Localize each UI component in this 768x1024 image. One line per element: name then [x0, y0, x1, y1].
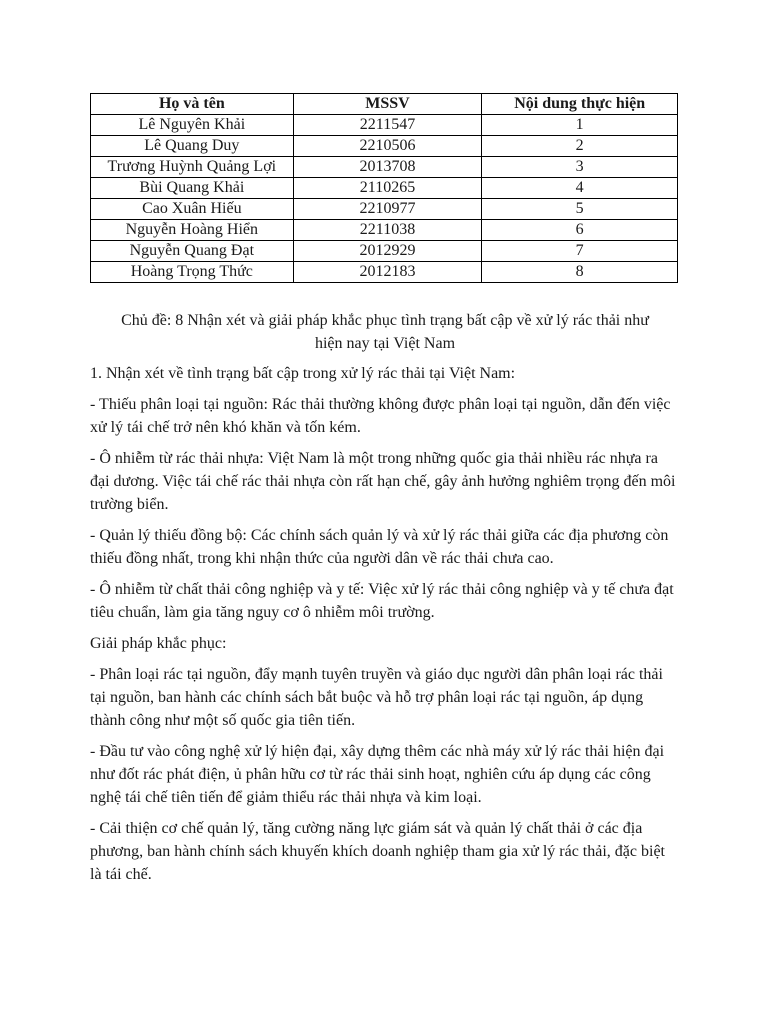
cell-name: Trương Huỳnh Quảng Lợi — [91, 157, 294, 178]
table-row — [91, 178, 678, 199]
table-row — [91, 262, 678, 283]
table-row — [91, 199, 678, 220]
cell-student-id: 2210977 — [293, 199, 482, 220]
cell-task: 2 — [482, 136, 678, 157]
paragraph-management: - Quản lý thiếu đồng bộ: Các chính sách quản lý và xử lý rác thải giữa các địa phương còn thiếu đồng nhất, trong khi nhận thức của người dân về rác thải chưa cao. — [90, 527, 669, 567]
topic-line-1: Chủ đề: 8 Nhận xét và giải pháp khắc phục tình trạng bất cập về xử lý rác thải như — [121, 312, 649, 329]
cell-name: Nguyễn Hoàng Hiển — [91, 220, 294, 241]
section-heading-solutions: Giải pháp khắc phục: — [90, 635, 227, 652]
cell-task: 1 — [482, 115, 678, 136]
cell-name: Bùi Quang Khải — [91, 178, 294, 199]
cell-student-id: 2013708 — [293, 157, 482, 178]
table-row — [91, 220, 678, 241]
cell-name: Hoàng Trọng Thức — [91, 262, 294, 283]
table-header-row — [91, 94, 678, 115]
cell-task: 3 — [482, 157, 678, 178]
cell-student-id: 2012929 — [293, 241, 482, 262]
cell-student-id: 2012183 — [293, 262, 482, 283]
header-student-id: MSSV — [293, 94, 482, 115]
cell-task: 5 — [482, 199, 678, 220]
document-page — [90, 93, 680, 886]
paragraph-solution-sorting: - Phân loại rác tại nguồn, đẩy mạnh tuyên truyền và giáo dục người dân phân loại rác thải tại nguồn, ban hành các chính sách bắt buộc và hỗ trợ phân loại rác tại nguồn, áp dụng thành công như một số quốc gia tiên tiến. — [90, 666, 663, 729]
header-task: Nội dung thực hiện — [482, 94, 678, 115]
cell-student-id: 2110265 — [293, 178, 482, 199]
paragraph-solution-management: - Cải thiện cơ chế quản lý, tăng cường năng lực giám sát và quản lý chất thải ở các địa phương, ban hành chính sách khuyến khích doanh nghiệp tham gia xử lý rác thải, đặc biệt là tái chế. — [90, 820, 665, 883]
table-row — [91, 136, 678, 157]
table-row — [91, 241, 678, 262]
cell-student-id: 2211547 — [293, 115, 482, 136]
cell-name: Lê Quang Duy — [91, 136, 294, 157]
member-table — [90, 93, 678, 283]
table-row — [91, 115, 678, 136]
paragraph-industrial-medical: - Ô nhiễm từ chất thải công nghiệp và y tế: Việc xử lý rác thải công nghiệp và y tế chưa đạt tiêu chuẩn, làm gia tăng nguy cơ ô nhiễm môi trường. — [90, 581, 674, 621]
cell-student-id: 2210506 — [293, 136, 482, 157]
cell-name: Cao Xuân Hiếu — [91, 199, 294, 220]
cell-name: Nguyễn Quang Đạt — [91, 241, 294, 262]
paragraph-source-sorting: - Thiếu phân loại tại nguồn: Rác thải thường không được phân loại tại nguồn, dẫn đến việc xử lý tái chế trở nên khó khăn và tốn kém. — [90, 396, 671, 436]
cell-task: 4 — [482, 178, 678, 199]
cell-task: 7 — [482, 241, 678, 262]
table-row — [91, 157, 678, 178]
cell-student-id: 2211038 — [293, 220, 482, 241]
cell-task: 6 — [482, 220, 678, 241]
section-heading-assessment: 1. Nhận xét về tình trạng bất cập trong xử lý rác thải tại Việt Nam: — [90, 365, 516, 382]
topic-line-2: hiện nay tại Việt Nam — [314, 335, 456, 352]
topic-title — [90, 309, 680, 355]
header-name: Họ và tên — [91, 94, 294, 115]
paragraph-plastic-pollution: - Ô nhiễm từ rác thải nhựa: Việt Nam là một trong những quốc gia thải nhiều rác nhựa ra đại dương. Việc tái chế rác thải nhựa còn rất hạn chế, gây ảnh hưởng nghiêm trọng đến môi trường biển. — [90, 450, 676, 513]
cell-name: Lê Nguyên Khải — [91, 115, 294, 136]
cell-task: 8 — [482, 262, 678, 283]
paragraph-solution-technology: - Đầu tư vào công nghệ xử lý hiện đại, xây dựng thêm các nhà máy xử lý rác thải hiện đại như đốt rác phát điện, ủ phân hữu cơ từ rác thải sinh hoạt, nghiên cứu áp dụng các công nghệ tái chế tiên tiến để giảm thiểu rác thải nhựa và kim loại. — [90, 743, 665, 806]
